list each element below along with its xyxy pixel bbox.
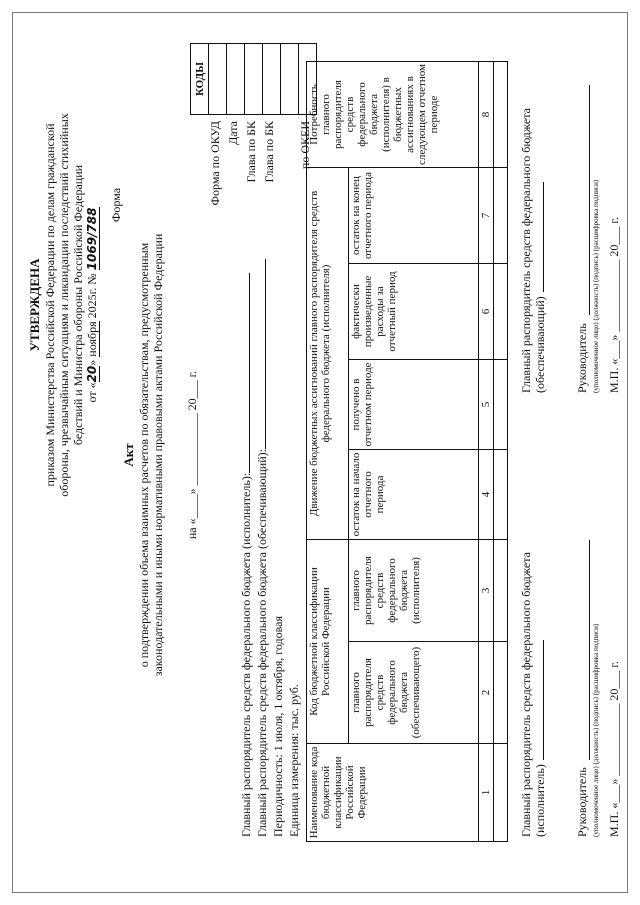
sub-header-end-balance: остаток на конец отчетного периода bbox=[349, 168, 479, 264]
sub-header-provider: главного распорядителя средств федерального бюджета (обеспечивающего) bbox=[349, 642, 479, 744]
col-number-6: 6 bbox=[479, 264, 494, 360]
approval-day: 20 bbox=[85, 365, 99, 383]
approval-number: 1069/788 bbox=[85, 207, 99, 271]
main-table-wrapper bbox=[306, 61, 508, 842]
code-cell-empty bbox=[281, 44, 299, 115]
col-header-name: Наименование кода бюджетной классификации Российской Федерации bbox=[307, 744, 479, 842]
sig-right-head: Руководитель bbox=[575, 323, 589, 393]
sig-left-line bbox=[588, 540, 590, 760]
sig-right-mp: М.П. «___» ____________ 20___ г. bbox=[607, 217, 621, 393]
code-cell-bk-2 bbox=[263, 44, 281, 115]
sub-header-received: получено в отчетном периоде bbox=[349, 360, 479, 450]
sig-right-caption: (уполномоченное лицо) (должность) (подпись) (расшифровка подписи) bbox=[592, 179, 600, 393]
sig-right-line bbox=[588, 85, 590, 315]
sub-header-executor: главного распорядителя средств федерального бюджета (исполнителя) bbox=[349, 540, 479, 642]
col-number-1: 1 bbox=[479, 744, 494, 842]
code-label-date: Дата bbox=[226, 121, 240, 145]
approval-line-2: обороны, чрезвычайным ситуациям и ликвидации последствий стихийных bbox=[57, 113, 71, 497]
group-header-movement: Движение бюджетных ассигнований главного распорядителя средств федерального бюджета (исполнителя) bbox=[307, 168, 349, 540]
sig-right-sub: (обеспечивающий) bbox=[534, 33, 547, 393]
sig-left-title: Главный распорядитель средств федерального бюджета bbox=[519, 552, 533, 837]
sig-left-caption: (уполномоченное лицо) (должность) (подпись) (расшифровка подписи) bbox=[592, 623, 600, 837]
code-label-okud: Форма по ОКУД bbox=[208, 121, 222, 206]
form-label: Форма bbox=[109, 187, 123, 223]
approval-title: УТВЕРЖДЕНА bbox=[27, 258, 42, 352]
sig-left-head: Руководитель bbox=[575, 767, 589, 837]
code-cell-date bbox=[227, 44, 245, 115]
code-label-bk-2: Глава по БК bbox=[262, 121, 276, 183]
col-number-7: 7 bbox=[479, 168, 494, 264]
field-unit: Единица измерения: тыс. руб. bbox=[287, 684, 301, 837]
sig-left-sub: (исполнитель) bbox=[534, 477, 547, 837]
col-number-3: 3 bbox=[479, 540, 494, 642]
col-number-4: 4 bbox=[479, 450, 494, 540]
main-table bbox=[306, 61, 508, 842]
table-row-cell bbox=[494, 642, 508, 744]
table-row-cell bbox=[494, 744, 508, 842]
field-periodicity: Периодичность: 1 июля, 1 октября, годовая bbox=[271, 616, 285, 837]
group-header-bk: Код бюджетной классификации Российской Федерации bbox=[307, 540, 349, 744]
sig-right-title: Главный распорядитель средств федерального бюджета bbox=[519, 108, 533, 393]
col-number-2: 2 bbox=[479, 642, 494, 744]
table-row-cell bbox=[494, 168, 508, 264]
col-header-need: Потребность главного распорядителя средств федерального бюджета (исполнителя) в бюджетных ассигнованиях в следующем отчетном периоде bbox=[307, 62, 479, 168]
table-row-cell bbox=[494, 360, 508, 450]
table-row-cell bbox=[494, 264, 508, 360]
code-cell-okud bbox=[209, 44, 227, 115]
table-row-cell bbox=[494, 62, 508, 168]
col-number-8: 8 bbox=[479, 62, 494, 168]
approval-date: от «20» ноября 2025г. № 1069/788 bbox=[85, 207, 99, 403]
table-row-cell bbox=[494, 540, 508, 642]
code-label-okei: по ОКЕИ bbox=[298, 121, 312, 170]
approval-line-3: бедствий и Министра обороны Российской Федерации bbox=[71, 164, 85, 446]
approval-month: ноября bbox=[85, 321, 99, 357]
doc-subtitle-1: о подтверждении объема взаимных расчетов по обязательствам, предусмотренным bbox=[137, 242, 151, 668]
codes-header: КОДЫ bbox=[191, 44, 209, 115]
col-number-5: 5 bbox=[479, 360, 494, 450]
code-label-bk-1: Глава по БК bbox=[244, 121, 258, 183]
doc-subtitle-2: законодательными и иными нормативными правовыми актами Российской Федерации bbox=[151, 233, 165, 677]
codes-box bbox=[190, 43, 317, 115]
doc-title: Акт bbox=[121, 443, 136, 467]
doc-date-line: на «____» ____________ 20___ г. bbox=[185, 370, 199, 540]
sub-header-start-balance: остаток на начало отчетного периода bbox=[349, 450, 479, 540]
table-row-cell bbox=[494, 450, 508, 540]
approval-line-1: приказом Министерства Российской Федерации по делам гражданской bbox=[43, 123, 57, 487]
field-provider: Главный распорядитель средств федерального бюджета (обеспечивающий): bbox=[256, 237, 269, 837]
landscape-page bbox=[10, 15, 630, 895]
sig-left-mp: М.П. «___» ____________ 20___ г. bbox=[607, 661, 621, 837]
code-cell-bk-1 bbox=[245, 44, 263, 115]
sub-header-expenses: фактически произведенные расходы за отчетный период bbox=[349, 264, 479, 360]
field-executor: Главный распорядитель средств федерального бюджета (исполнитель): bbox=[240, 237, 253, 837]
